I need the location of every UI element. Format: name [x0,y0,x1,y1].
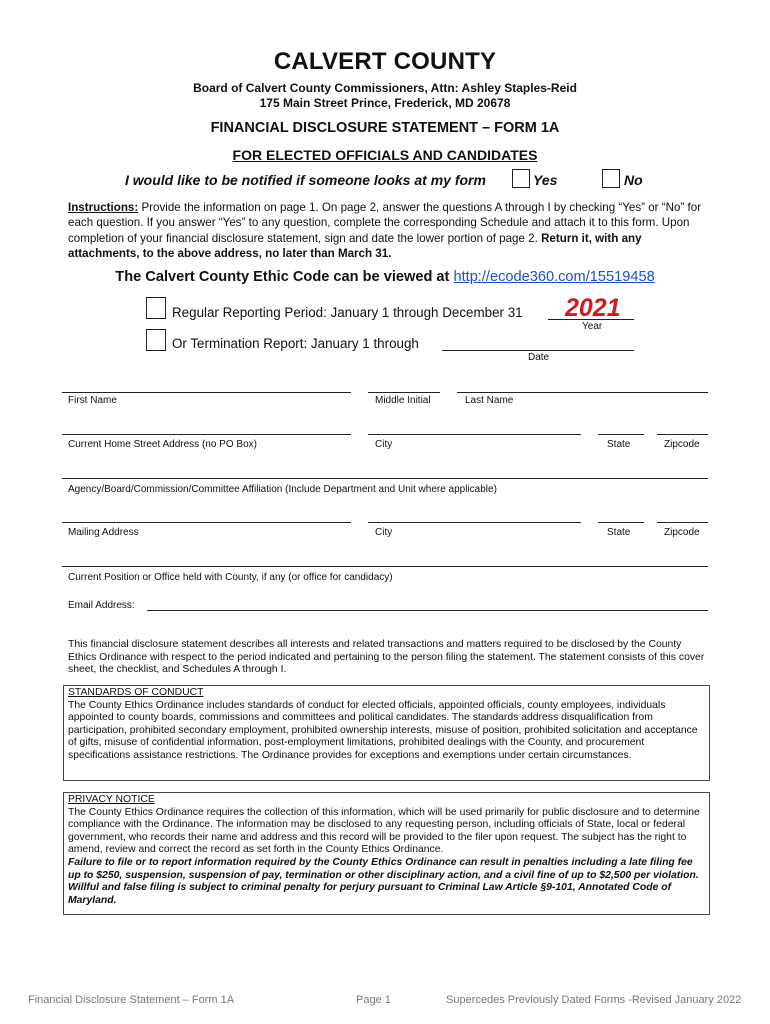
address-line: 175 Main Street Prince, Frederick, MD 20678 [259,96,511,110]
position-line[interactable] [62,566,708,567]
notify-no-checkbox[interactable] [602,169,620,188]
page-title: CALVERT COUNTY [273,48,497,75]
description-paragraph: This financial disclosure statement describes all interests and related transactions and matters required to be disclosed by the County Ethics Ordinance with respect to the period indicated and pertaining to the person filing the statement. The statement consists of this cover sheet, the checklist, and Schedules A through I. [68,639,705,676]
last-name-line[interactable] [457,392,708,393]
first-name-label: First Name [68,395,117,406]
first-name-line[interactable] [62,392,351,393]
standards-text: The County Ethics Ordinance includes standards of conduct for elected officials, appointed officials, county employees, individuals appointed to county boards, commissions and committees and political candidates. The standards address disqualification from participation, prohibited secondary employment, prohibited ownership interests, misuse of position, prohibited solicitation and acceptance of gifts, misuse of confidential information, post-employment limitations, prohibited dealings with the County, and procurement specifications assistance restrictions. The Ordinance provides for exceptions and exemptions under certain circumstances. [68,699,698,761]
privacy-warning: Failure to file or to report information required by the County Ethics Ordinance can result in penalties including a late filing fee up to $250, suspension, suspension of pay, termination or other disciplinary action, and a civil fine of up to $2,500 per violation. Willful and false filing is subject to criminal penalty for perjury pursuant to Criminal Law Article §9-101, Annotated Code of Maryland. [68,856,699,906]
mail-city-line[interactable] [368,522,581,523]
state-line[interactable] [598,434,644,435]
year-line [548,319,634,320]
mailing-address-label: Mailing Address [68,527,139,538]
privacy-heading: PRIVACY NOTICE [68,794,155,805]
city-line[interactable] [368,434,581,435]
mail-zipcode-label: Zipcode [664,527,700,538]
ethic-code-link[interactable]: http://ecode360.com/15519458 [453,269,655,285]
home-address-line[interactable] [62,434,351,435]
notify-prompt: I would like to be notified if someone looks at my form [125,172,486,188]
termination-checkbox[interactable] [146,329,166,351]
termination-label: Or Termination Report: January 1 through [172,336,419,351]
privacy-text: The County Ethics Ordinance requires the collection of this information, which will be used primarily for public disclosure and to determine compliance with the Ordinance. The information may be disclosed to any requesting person, including officials of State, local or federal government, who records their name and address and this record will be provided to the filer upon request. The subject has the right to amend, review and correct the record as set forth in the County Ethics Ordinance. [68,806,700,856]
city-label: City [375,439,393,450]
standards-heading: STANDARDS OF CONDUCT [68,687,204,698]
last-name-label: Last Name [465,395,514,406]
termination-date-line[interactable] [442,350,634,351]
position-label: Current Position or Office held with County, if any (or office for candidacy) [68,572,393,583]
instructions-return-note: Return it, with any attachments, to the above address, no later than March 31. [68,231,642,261]
instructions-heading: Instructions: [68,201,139,214]
date-caption: Date [528,352,550,363]
form-subtitle: FOR ELECTED OFFICIALS AND CANDIDATES [232,147,538,163]
mail-city-label: City [375,527,393,538]
year-caption: Year [582,321,603,332]
privacy-box [63,792,710,915]
middle-initial-line[interactable] [368,392,440,393]
ethic-code-text: The Calvert County Ethic Code can be viewed at [115,269,454,285]
mailing-address-line[interactable] [62,522,351,523]
mail-state-label: State [607,527,631,538]
year-value[interactable]: 2021 [565,294,621,322]
notify-no-label: No [624,172,643,188]
email-line[interactable] [147,610,708,611]
home-address-label: Current Home Street Address (no PO Box) [68,439,257,450]
notify-yes-label: Yes [533,172,558,188]
state-label: State [607,439,631,450]
footer-revision: Supercedes Previously Dated Forms -Revised January 2022 [446,994,742,1006]
zipcode-label: Zipcode [664,439,700,450]
zipcode-line[interactable] [657,434,708,435]
instructions-text: Provide the information on page 1. On page 2, answer the questions A through I by checking “Yes” or “No” for each question. If you answer “Yes” to any question, complete the corresponding Schedule and attach it to this form. Upon completion of your financial disclosure statement, sign and date the lower portion of page 2. [68,201,702,245]
regular-period-label: Regular Reporting Period: January 1 through December 31 [172,305,523,320]
form-title: FINANCIAL DISCLOSURE STATEMENT – FORM 1A [210,120,560,136]
footer-page-number: Page 1 [356,994,391,1006]
instructions [68,200,708,262]
agency-label: Agency/Board/Commission/Committee Affiliation (Include Department and Unit where applicable) [68,484,497,495]
mail-zipcode-line[interactable] [657,522,708,523]
middle-initial-label: Middle Initial [375,395,431,406]
email-label: Email Address: [68,600,135,611]
notify-yes-checkbox[interactable] [512,169,530,188]
footer-form-name: Financial Disclosure Statement – Form 1A [28,994,235,1006]
agency-line[interactable] [62,478,708,479]
board-line: Board of Calvert County Commissioners, Attn: Ashley Staples-Reid [193,81,577,95]
ethic-code-line [0,269,770,285]
mail-state-line[interactable] [598,522,644,523]
regular-period-checkbox[interactable] [146,297,166,319]
standards-box [63,685,710,781]
